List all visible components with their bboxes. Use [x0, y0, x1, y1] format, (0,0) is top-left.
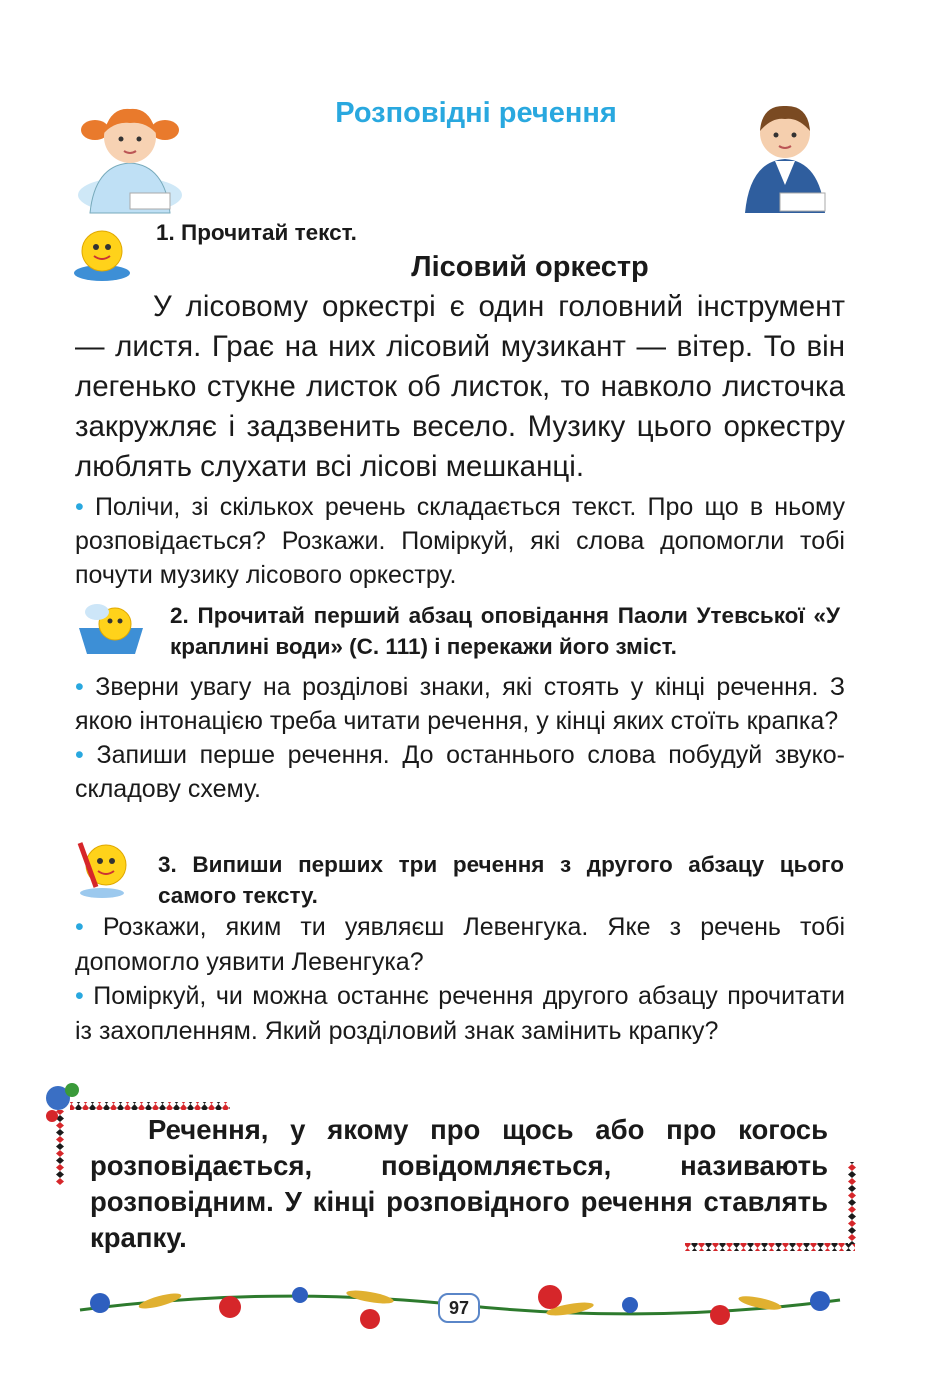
rule-paragraph: Речення, у якому про щось або про когось розповідається, повідомляється, називають розповідним. У кінці розповідного речення ставлять крапку. [90, 1114, 828, 1253]
task2-question2-text: Запиши перше речення. До останнього слова побудуй звуко-складову схему. [75, 741, 845, 803]
bullet: • [75, 741, 84, 769]
task2-label: 2. Прочитай перший абзац оповідання Паоли Утевської «У краплині води» (С. 111) і перекажи його зміст. [170, 603, 840, 659]
bullet: • [75, 913, 84, 941]
task2-questions [75, 670, 845, 806]
task1-question [75, 490, 845, 592]
page-title: Розповідні речення [335, 97, 617, 129]
task1-question-text: Полічи, зі скількох речень складається текст. Про що в ньому розповідається? Розкажи. Поміркуй, які слова допомогли тобі почути музику лісового оркестру. [75, 493, 845, 589]
bullet: • [75, 493, 84, 521]
story-paragraph: У лісовому оркестрі є один головний інструмент — листя. Грає на них лісовий музикант — вітер. То він легенько стукне листок об листок, то навколо листочка закружляє і задзвенить весело. Музику цього оркестру люблять слухати всі лісові мешканці. [75, 290, 845, 483]
task3-question2-text: Поміркуй, чи можна останнє речення другого абзацу прочитати із захопленням. Який розділовий знак замінить крапку? [75, 982, 845, 1045]
rule-text [90, 1112, 828, 1256]
girl-illustration [75, 95, 185, 215]
task3-label: 3. Випиши перших три речення з другого абзацу цього самого тексту. [158, 852, 844, 908]
story-text [75, 287, 845, 487]
task2-question1-text: Зверни увагу на розділові знаки, які стоять у кінці речення. З якою інтонацією треба читати речення, у кінці яких стоїть крапка? [75, 673, 846, 735]
task1-label: 1. Прочитай текст. [156, 220, 357, 245]
task3-questions [75, 910, 845, 1048]
smiley-write-icon [72, 837, 132, 899]
smiley-retell-icon [75, 600, 147, 658]
boy-illustration [730, 95, 840, 215]
page-number: 97 [438, 1293, 480, 1323]
task3-question1-text: Розкажи, яким ти уявляєш Левенгука. Яке з речень тобі допомогло уявити Левенгука? [75, 913, 845, 976]
bullet: • [75, 673, 84, 701]
story-title: Лісовий оркестр [411, 251, 649, 283]
bullet: • [75, 982, 84, 1010]
